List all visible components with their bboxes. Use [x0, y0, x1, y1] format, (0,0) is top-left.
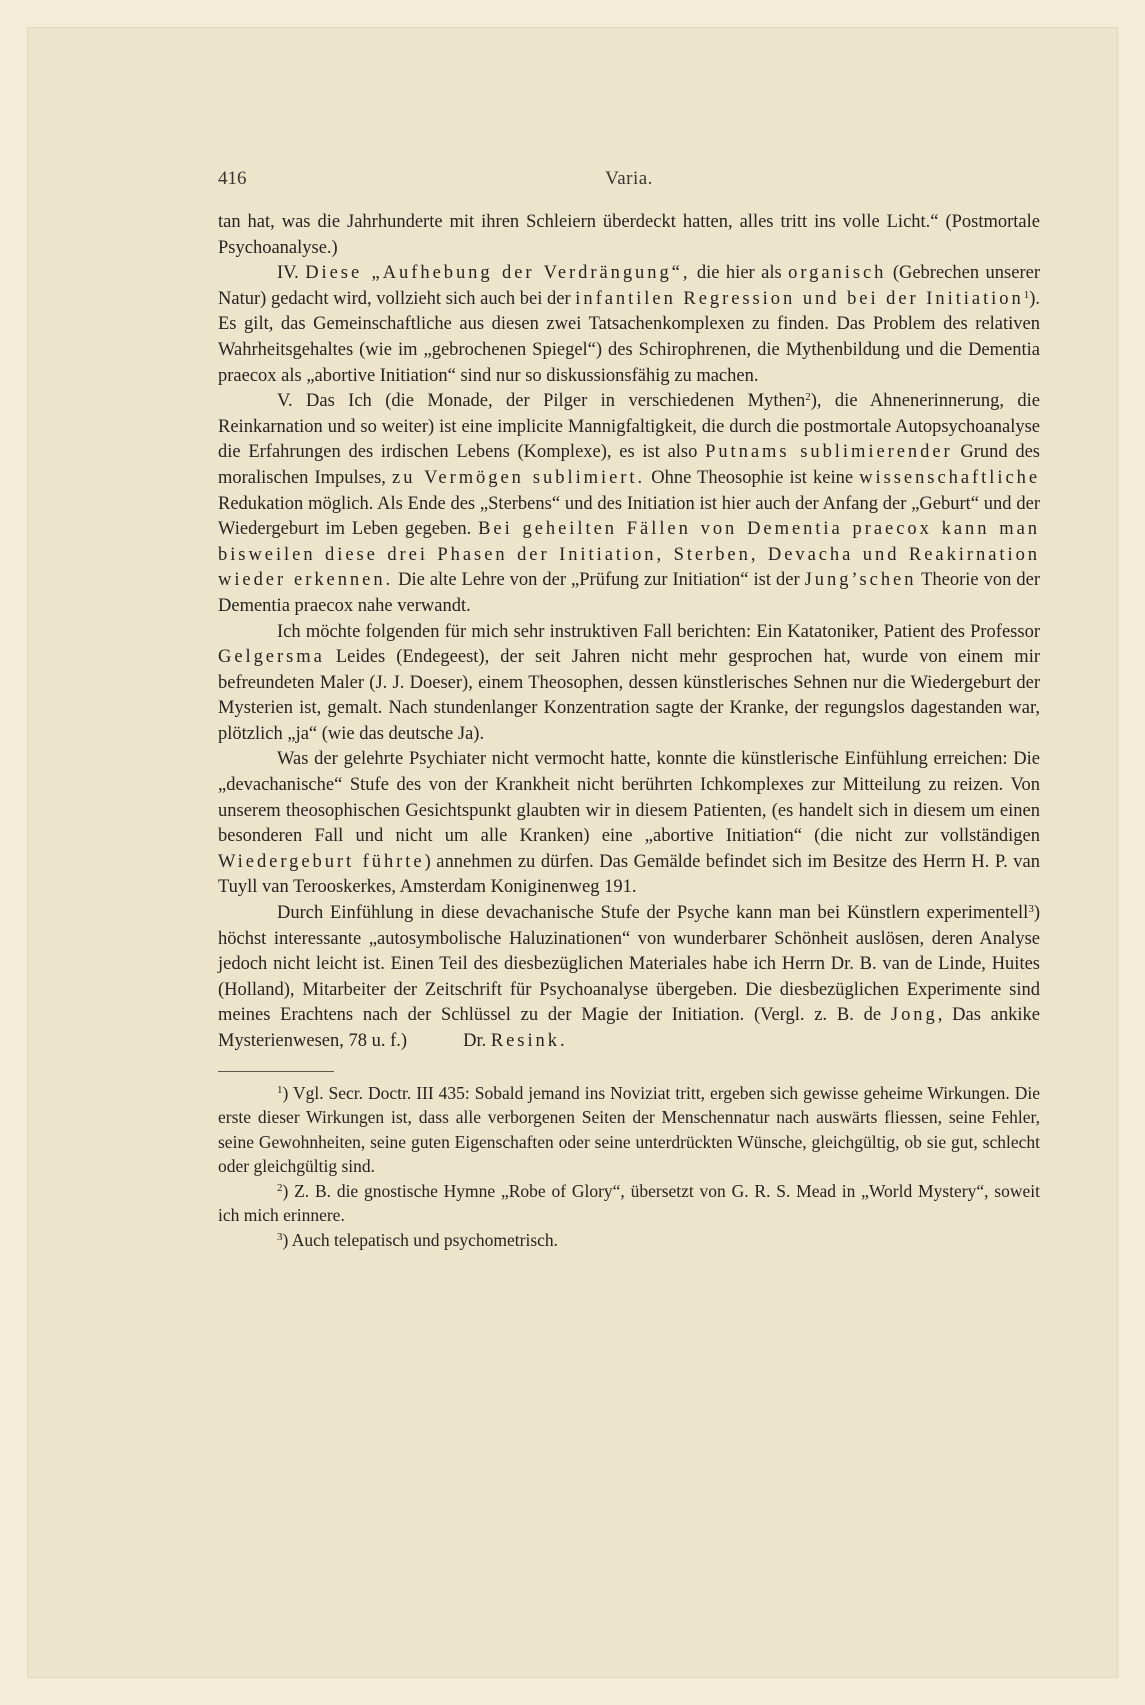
paragraph-einfuehlung: Was der gelehrte Psychiater nicht vermocht hatte, konnte die künstlerische Einfühlung erreichen: Die „devachanische“ Stufe des von der Krankheit nicht berührten Ichkomplexes zur Mitteilung zu reizen. Von unserem theosophischen Gesichtspunkt glaubten wir in diesem Patienten, (es handelt sich in diesem um einen besonderen Fall und nicht um alle Kranken) eine „abortive Initiation“ (die nicht zur vollständigen Wiedergeburt führte) annehmen zu dürfen. Das Gemälde befindet sich im Besitze des Herrn H. P. van Tuyll van Terooskerkes, Amsterdam Koniginenweg 191.: [218, 749, 1040, 898]
footnote-ref-1[interactable]: 1: [1023, 288, 1030, 301]
paragraph-devachanic: Durch Einfühlung in diese devachanische Stufe der Psyche kann man bei Künstlern experimentell$^3$) höchst interessante „autosymbolische Haluzinationen“ von wunderbarer Schönheit auslösen, deren Analyse jedoch nicht leicht ist. Einen Teil des diesbezüglichen Materiales habe ich Herrn Dr. B. van de Linde, Huites (Holland), Mitarbeiter der Zeitschrift für Psychoanalyse übergeben. Die diesbezüglichen Experimente sind meines Erachtens nach der Schlüssel zu der Magie der Initiation. (Vergl. z. B. de Jong, Das ankike Mysterienwesen, 78 u. f.) Dr. Resink.: [218, 903, 1040, 1051]
footnote-separator: [218, 1071, 334, 1072]
page-number: 416: [218, 168, 247, 189]
paragraph-v: V. Das Ich (die Monade, der Pilger in verschiedenen Mythen$^2$), die Ahnenerinnerung, die Reinkarnation und so weiter) ist eine implicite Mannigfaltigkeit, die durch die postmortale Autopsychoanalyse die Erfahrungen des irdischen Lebens (Komplexe), es ist also Putnams sublimierender Grund des moralischen Impulses, zu Vermögen sublimiert. Ohne Theosophie ist keine wissenschaftliche Redukation möglich. Als Ende des „Sterbens“ und des Initiation ist hier auch der Anfang der „Geburt“ und der Wiedergeburt im Leben gegeben. Bei geheilten Fällen von Dementia praecox kann man bisweilen diese drei Phasen der Initiation, Sterben, Devacha und Reakirnation wieder erkennen. Die alte Lehre von der „Prüfung zur Initiation“ ist der Jung’schen Theorie von der Dementia praecox nahe verwandt.: [218, 391, 1041, 616]
page-header: [218, 166, 1040, 196]
footnote-ref-3[interactable]: 3: [1028, 903, 1034, 916]
footnote-1: $^1$) Vgl. Secr. Doctr. III 435: Sobald jemand ins Noviziat tritt, ergeben sich gewisse geheime Wirkungen. Die erste dieser Wirkungen ist, dass alle verborgenen Seiten der Menschennatur nach auswärts fliessen, seine Fehler, seine Gewohnheiten, seine guten Eigenschaften oder seine unterdrückten Wünsche, gleichgültig, ob sie gut, schlecht oder gleichgültig sind.: [218, 1082, 1040, 1177]
footnote-ref-2[interactable]: 2: [805, 391, 811, 404]
author-signature: Dr. Resink.: [463, 1031, 568, 1051]
document-page: [218, 166, 1040, 1252]
paragraph-iv: IV. Diese „Aufhebung der Verdrängung“, die hier als organisch (Gebrechen unserer Natur) gedacht wird, vollzieht sich auch bei der infantilen Regression und bei der Initiation$^1$). Es gilt, das Gemeinschaftliche aus diesen zwei Tatsachenkomplexen zu finden. Das Problem des relativen Wahrheitsgehaltes (wie im „gebrochenen Spiegel“) des Schirophrenen, die Mythenbildung und die Dementia praecox als „abortive Initiation“ sind nur so diskussionsfähig zu machen.: [218, 263, 1040, 386]
paragraph-case-report: Ich möchte folgenden für mich sehr instruktiven Fall berichten: Ein Katatoniker, Patient des Professor Gelgersma Leides (Endegeest), der seit Jahren nicht mehr gesprochen hat, wurde von einem mir befreundeten Maler (J. J. Doeser), einem Theosophen, dessen künstlerisches Sehnen nur die Wiedergeburt der Mysterien ist, gemalt. Nach stundenlanger Konzentration sagte der Kranke, der regungslos dagestanden war, plötzlich „ja“ (wie das deutsche Ja).: [218, 621, 1040, 744]
page-sheet: [28, 28, 1117, 1677]
paragraph-continuation: tan hat, was die Jahrhunderte mit ihren Schleiern überdeckt hatten, alles tritt ins volle Licht.“ (Postmortale Psychoanalyse.): [218, 212, 1040, 258]
running-title: Varia.: [605, 168, 653, 189]
footnote-3: $^3$) Auch telepatisch und psychometrisch.: [277, 1229, 559, 1250]
footnote-2: $^2$) Z. B. die gnostische Hymne „Robe of Glory“, übersetzt von G. R. S. Mead in „World Mystery“, soweit ich mich erinnere.: [218, 1180, 1040, 1226]
